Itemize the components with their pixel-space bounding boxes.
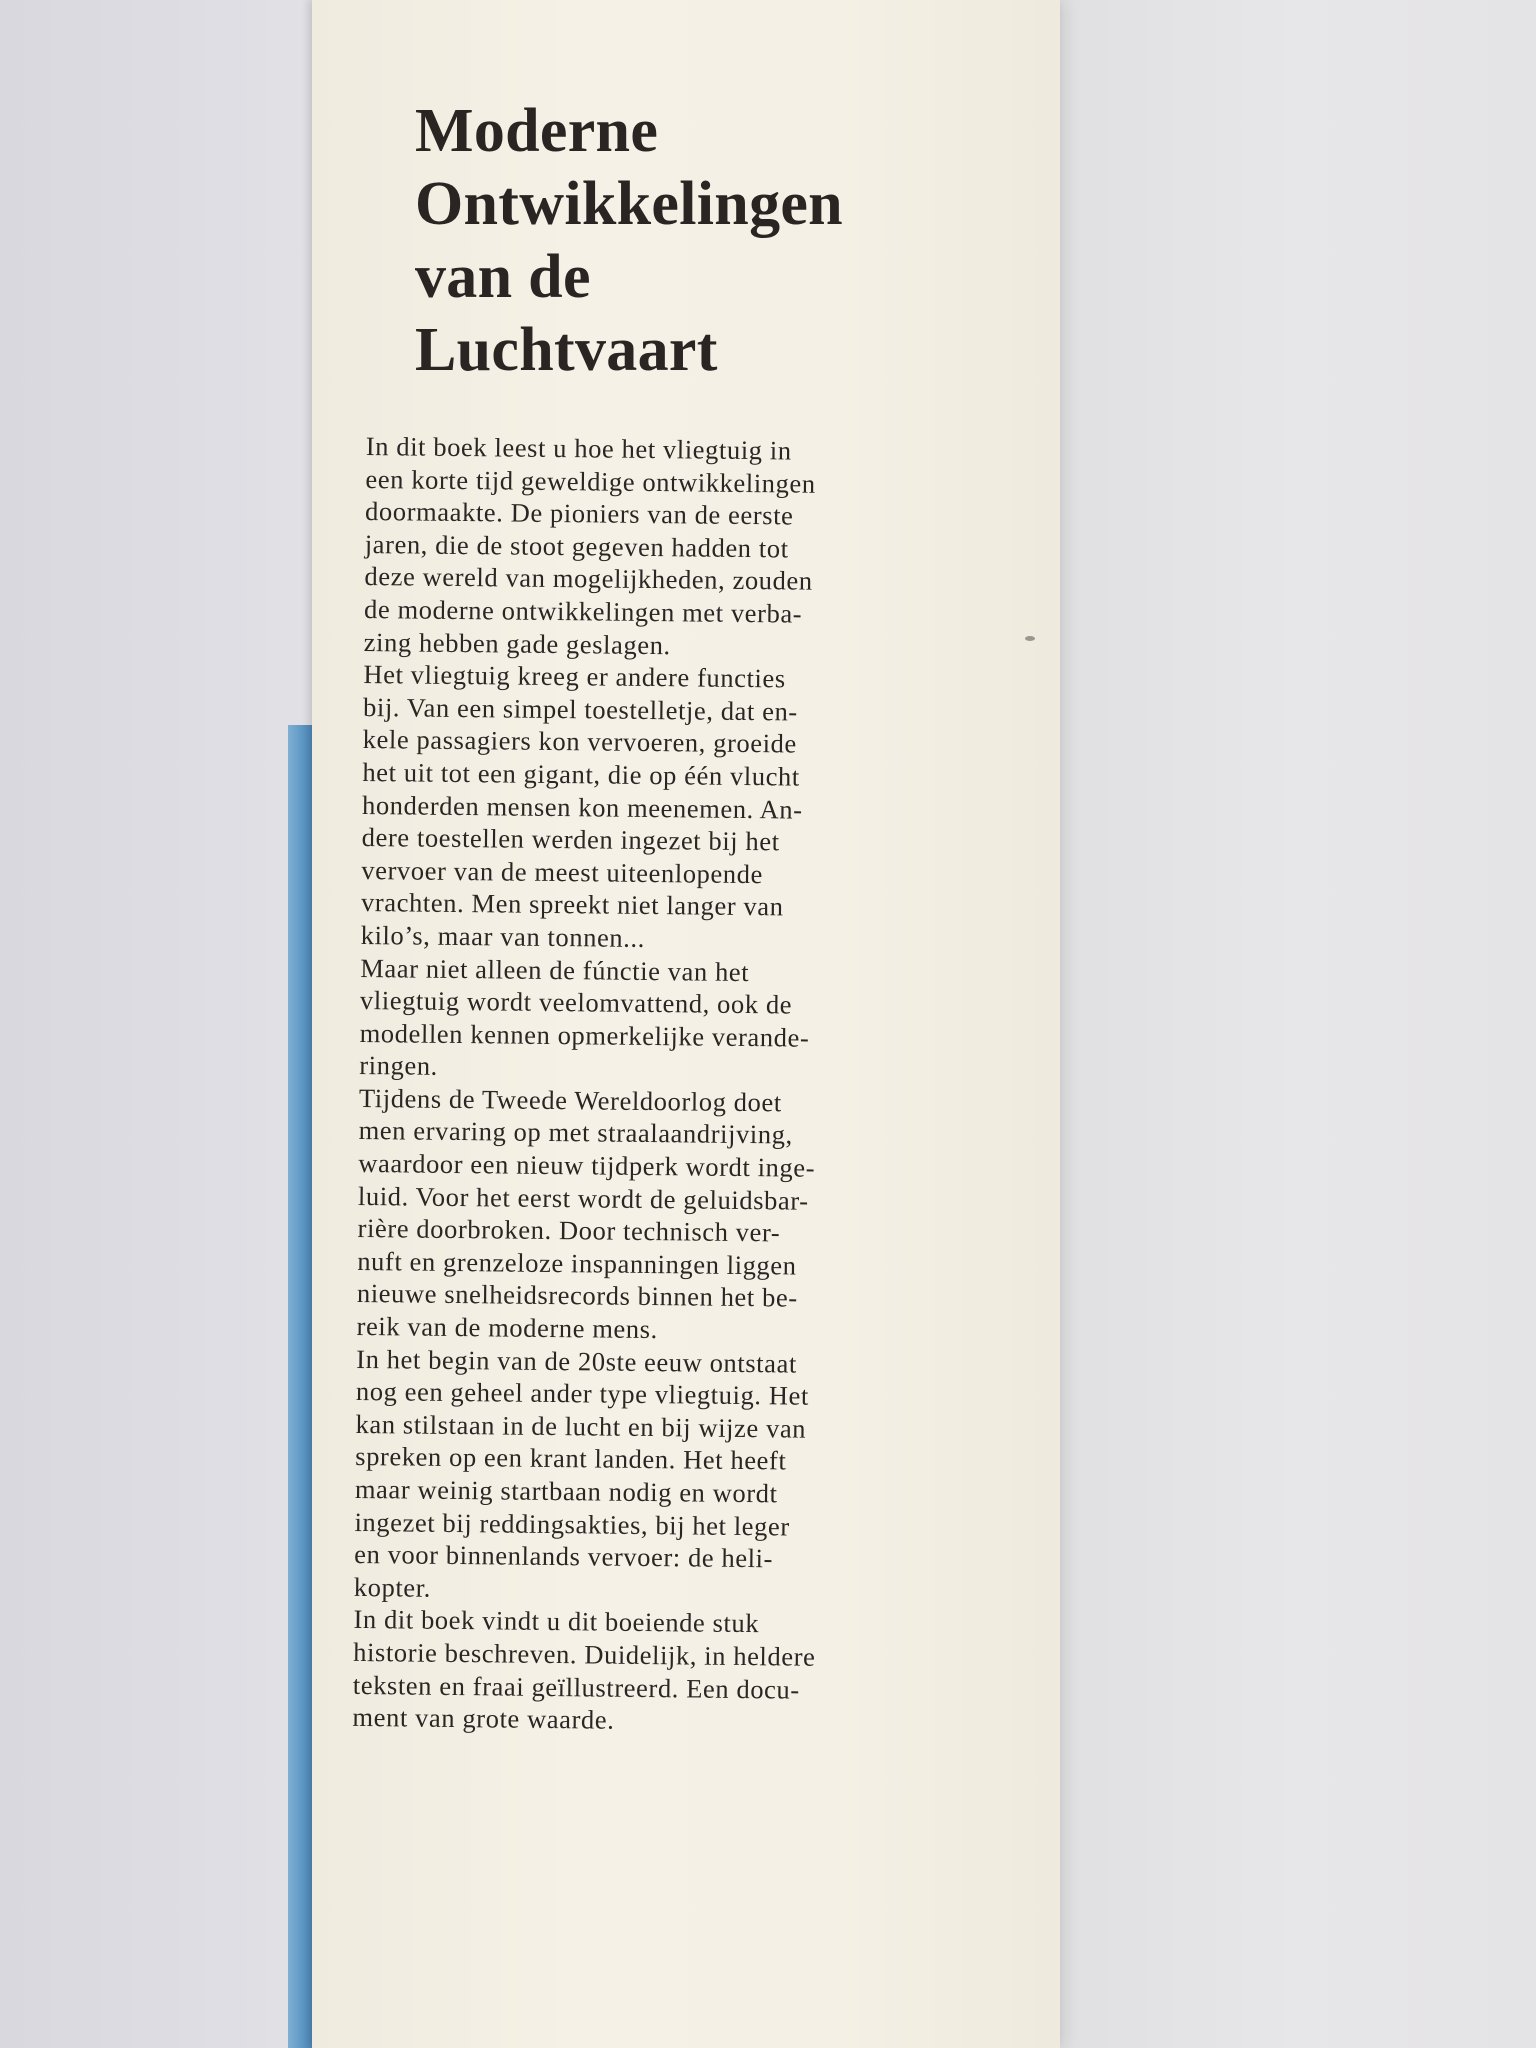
text-line: luid. Voor het eerst wordt de geluidsbar- (357, 1180, 809, 1216)
title-line: van de (415, 243, 591, 311)
book-cover-blue-edge (288, 725, 312, 2048)
text-line: kopter. (353, 1571, 432, 1603)
table-surface-right (1058, 0, 1536, 2048)
table-surface-left (0, 0, 330, 2048)
text-line: jaren, die de stoot gegeven hadden tot (364, 528, 789, 564)
text-line: Maar niet alleen de fúnctie van het (360, 952, 750, 987)
text-line: In dit boek vindt u dit boeiende stuk (353, 1604, 760, 1639)
blurb-text (352, 430, 1026, 1741)
text-line: vervoer van de meest uiteenlopende (361, 854, 764, 889)
text-line: nog een geheel ander type vliegtuig. Het (355, 1376, 810, 1411)
title-line: Ontwikkelingen (415, 170, 843, 238)
book-title (415, 95, 1015, 387)
text-line: het uit tot een gigant, die op één vlucht (362, 756, 801, 792)
title-line: Moderne (415, 97, 659, 165)
text-line: vrachten. Men spreekt niet langer van (360, 887, 784, 922)
text-line: en voor binnenlands vervoer: de heli- (354, 1539, 774, 1574)
text-line: kan stilstaan in de lucht en bij wijze van (355, 1408, 807, 1444)
text-line: ment van grote waarde. (352, 1702, 615, 1735)
text-line: kilo’s, maar van tonnen... (360, 919, 646, 953)
text-line: Tijdens de Tweede Wereldoorlog doet (358, 1082, 782, 1118)
text-line: In dit boek leest u hoe het vliegtuig in (365, 430, 792, 466)
text-line: zing hebben gade geslagen. (363, 626, 671, 660)
text-line: In het begin van de 20ste eeuw ontstaat (356, 1343, 798, 1379)
text-line: maar weinig startbaan nodig en wordt (354, 1473, 778, 1509)
text-line: vliegtuig wordt veelomvattend, ook de (359, 985, 793, 1020)
text-line: een korte tijd geweldige ontwikkelingen (365, 463, 816, 499)
text-line: historie beschreven. Duidelijk, in heldere (353, 1636, 816, 1672)
text-line: kele passagiers kon vervoeren, groeide (362, 724, 798, 759)
text-line: teksten en fraai geïllustreerd. Een docu- (352, 1669, 800, 1705)
text-line: bij. Van een simpel toestelletje, dat en- (362, 691, 798, 727)
text-line: dere toestellen werden ingezet bij het (361, 822, 780, 857)
paper-speck (1025, 636, 1035, 641)
text-line: waardoor een nieuw tijdperk wordt inge- (358, 1148, 816, 1183)
text-line: rière doorbroken. Door technisch ver- (357, 1213, 781, 1248)
text-line: spreken op een krant landen. Het heeft (355, 1441, 787, 1476)
text-line: ringen. (359, 1050, 439, 1082)
text-line: doormaakte. De pioniers van de eerste (364, 496, 794, 531)
text-line: men ervaring op met straalaandrijving, (358, 1115, 793, 1150)
text-line: Het vliegtuig kreeg er andere functies (363, 659, 786, 694)
text-line: ingezet bij reddingsakties, bij het leger (354, 1506, 790, 1542)
text-line: deze wereld van mogelijkheden, zouden (364, 561, 813, 597)
text-line: nuft en grenzeloze inspanningen liggen (357, 1245, 797, 1281)
text-line: de moderne ontwikkelingen met verba- (363, 593, 803, 629)
text-line: nieuwe snelheidsrecords binnen het be- (356, 1278, 798, 1314)
title-line: Luchtvaart (415, 316, 718, 384)
text-line: reik van de moderne mens. (356, 1310, 659, 1345)
text-line: honderden mensen kon meenemen. An- (361, 789, 803, 825)
text-line: modellen kennen opmerkelijke verande- (359, 1017, 810, 1053)
